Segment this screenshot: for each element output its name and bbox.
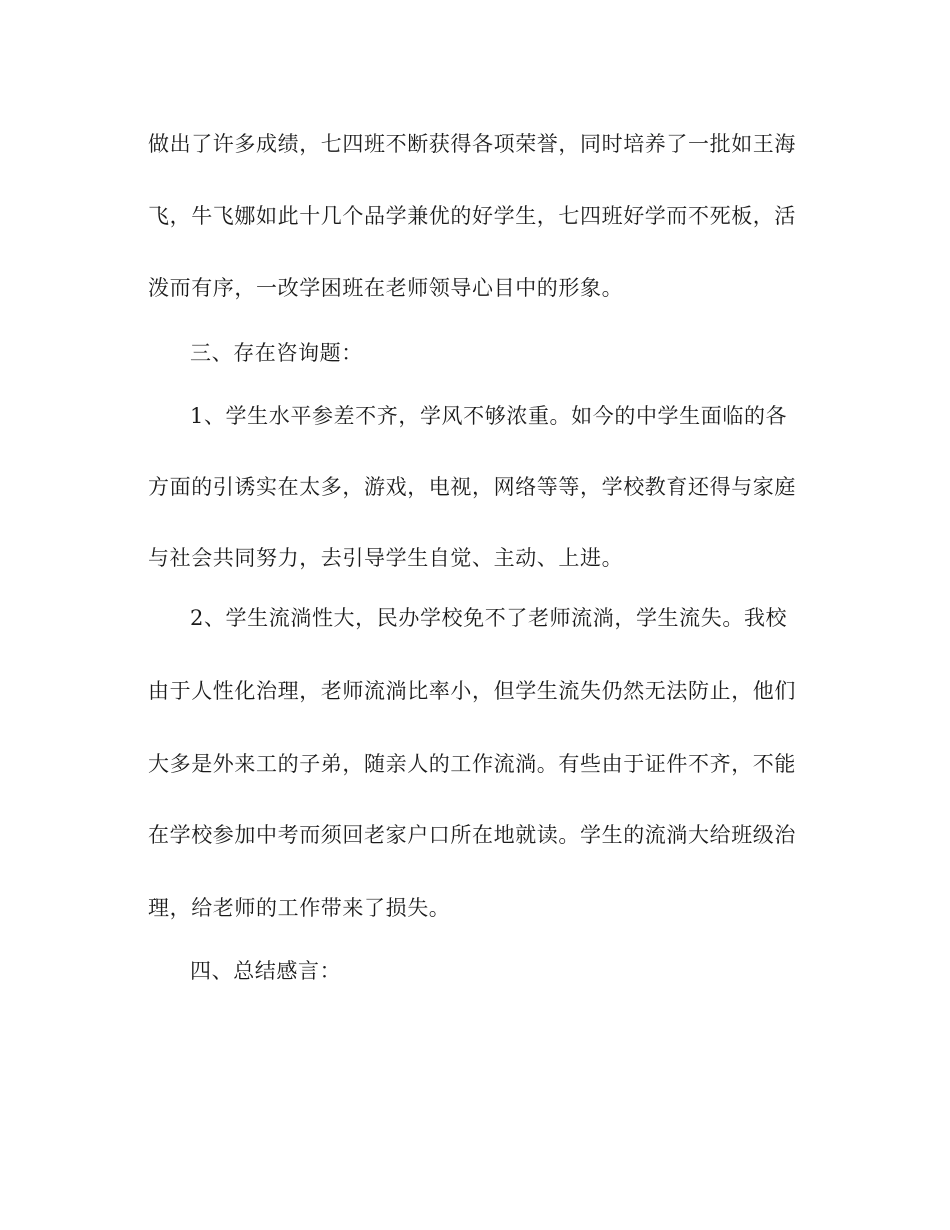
section-heading-3: 三、存在咨询题： bbox=[190, 341, 363, 365]
section-heading-4: 四、总结感言： bbox=[190, 959, 342, 983]
list-item-2-line-1: 2、学生流淌性大，民办学校免不了老师流淌，学生流失。我校 bbox=[190, 606, 788, 630]
list-item-2-line-3: 大多是外来工的子弟，随亲人的工作流淌。有些由于证件不齐，不能 bbox=[148, 752, 796, 776]
list-item-2-line-5: 理，给老师的工作带来了损失。 bbox=[148, 896, 451, 920]
list-item-1-line-2: 方面的引诱实在太多，游戏，电视，网络等等，学校教育还得与家庭 bbox=[148, 475, 796, 499]
list-item-1-line-3: 与社会共同努力，去引导学生自觉、主动、上进。 bbox=[148, 546, 624, 570]
text-line-1: 做出了许多成绩，七四班不断获得各项荣誉，同时培养了一批如王海 bbox=[148, 132, 796, 156]
list-item-1-line-1: 1、学生水平参差不齐，学风不够浓重。如今的中学生面临的各 bbox=[190, 404, 788, 428]
text-line-2: 飞，牛飞娜如此十几个品学兼优的好学生，七四班好学而不死板，活 bbox=[148, 204, 796, 228]
list-item-2-line-2: 由于人性化治理，老师流淌比率小，但学生流失仍然无法防止，他们 bbox=[148, 679, 796, 703]
text-line-3: 泼而有序，一改学困班在老师领导心目中的形象。 bbox=[148, 276, 624, 300]
list-item-2-line-4: 在学校参加中考而须回老家户口所在地就读。学生的流淌大给班级治 bbox=[148, 823, 796, 847]
